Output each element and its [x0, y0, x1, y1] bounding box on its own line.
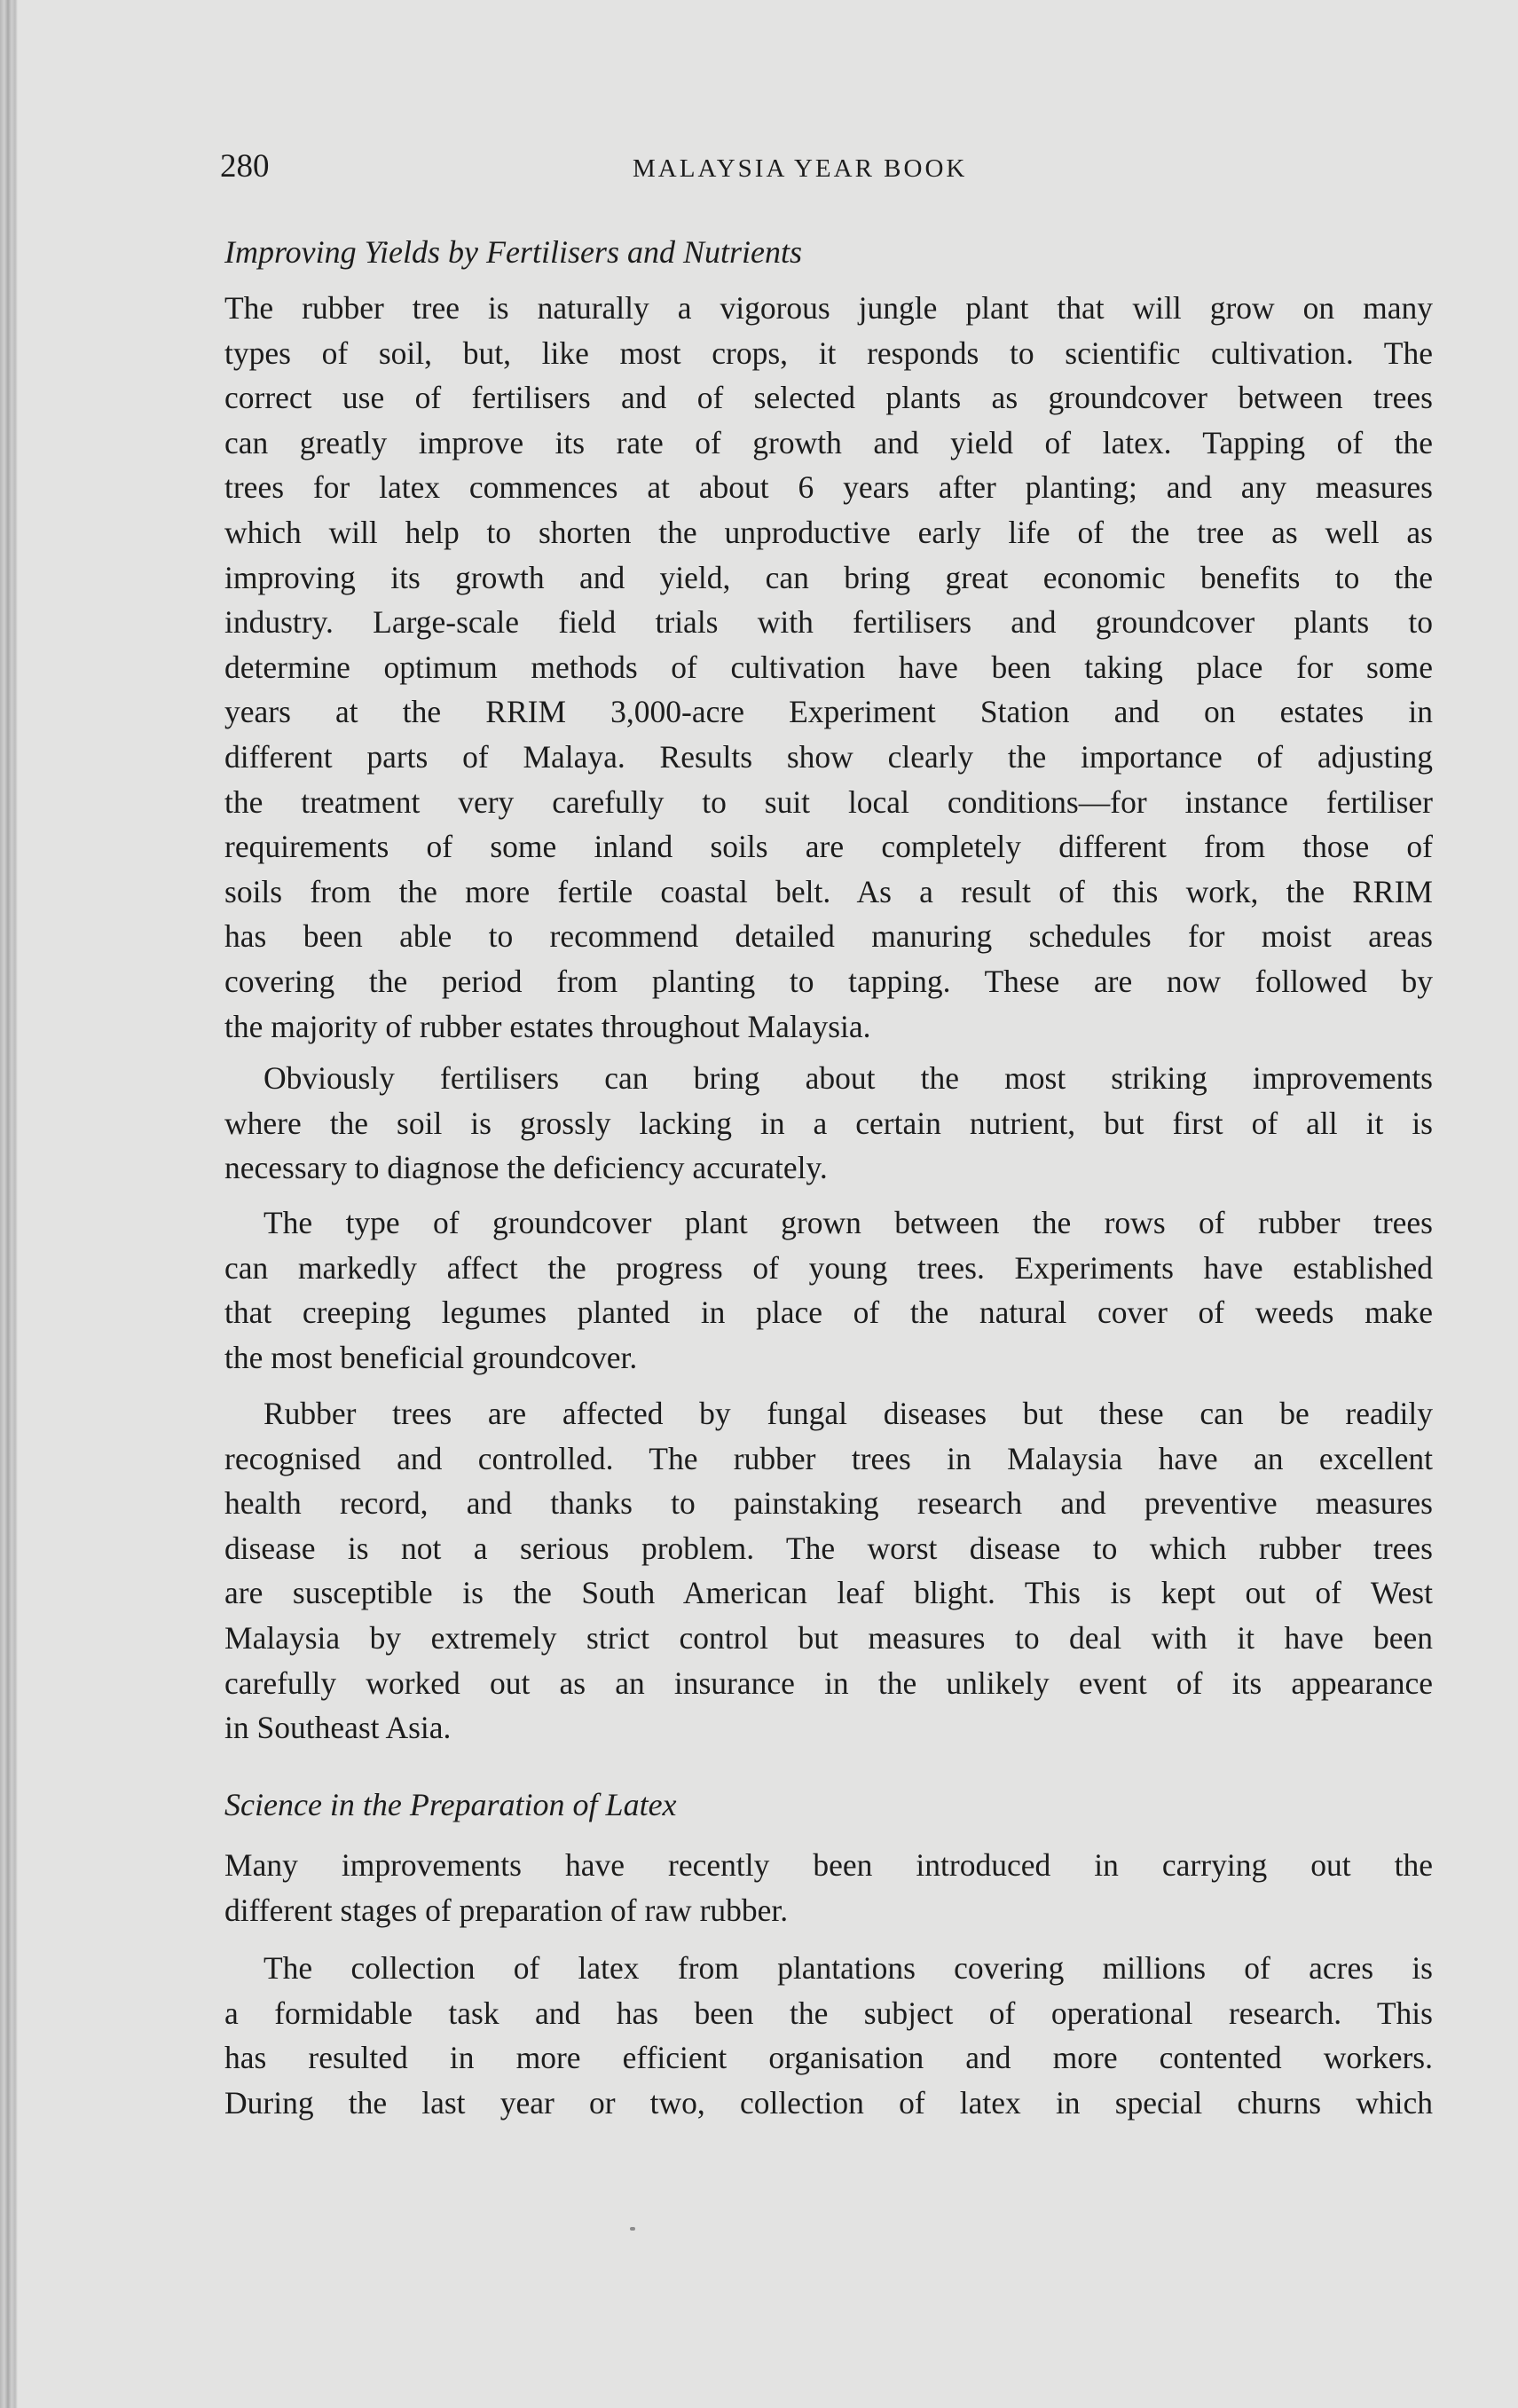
paragraph-fungal-diseases — [224, 1391, 1433, 1751]
text-line: in Southeast Asia. — [224, 1710, 452, 1746]
text-line: that creeping legumes planted in place of the natural cover of weeds make — [224, 1294, 1433, 1331]
text-line: The type of groundcover plant grown between the rows of rubber trees — [263, 1205, 1433, 1240]
section-heading-fertilisers: Improving Yields by Fertilisers and Nutrients — [224, 234, 802, 270]
text-line: requirements of some inland soils are completely different from those of — [224, 829, 1433, 865]
text-line: different parts of Malaya. Results show clearly the importance of adjusting — [224, 738, 1433, 775]
text-line: has resulted in more efficient organisation and more contented workers. — [224, 2040, 1433, 2076]
text-line: can markedly affect the progress of young trees. Experiments have established — [224, 1249, 1433, 1286]
section-heading-latex-preparation: Science in the Preparation of Latex — [224, 1787, 677, 1822]
paper-speck — [630, 2227, 635, 2231]
book-binding-edge — [0, 0, 18, 2408]
text-line: a formidable task and has been the subject of operational research. This — [224, 1995, 1433, 2031]
text-line: the treatment very carefully to suit local conditions—for instance fertiliser — [224, 783, 1433, 820]
text-line: which will help to shorten the unproductive early life of the tree as well as — [224, 514, 1433, 550]
text-line: years at the RRIM 3,000-acre Experiment Station and on estates in — [224, 694, 1433, 730]
text-line: necessary to diagnose the deficiency accurately. — [224, 1150, 828, 1186]
text-line: where the soil is grossly lacking in a certain nutrient, but first of all it is — [224, 1105, 1433, 1141]
text-line: carefully worked out as an insurance in the unlikely event of its appearance — [224, 1664, 1433, 1701]
book-title: MALAYSIA YEAR BOOK — [633, 154, 968, 183]
text-line: health record, and thanks to painstaking research and preventive measures — [224, 1485, 1433, 1522]
text-line: recognised and controlled. The rubber trees in Malaysia have an excellent — [224, 1440, 1433, 1476]
text-line: industry. Large-scale field trials with fertilisers and groundcover plants to — [224, 604, 1433, 641]
text-line: different stages of preparation of raw rubber. — [224, 1892, 789, 1928]
text-line: can greatly improve its rate of growth and yield of latex. Tapping of the — [224, 424, 1433, 460]
text-line: soils from the more fertile coastal belt. As a result of this work, the RRIM — [224, 873, 1433, 909]
text-line: types of soil, but, like most crops, it responds to scientific cultivation. The — [224, 334, 1433, 371]
text-line: has been able to recommend detailed manuring schedules for moist areas — [224, 918, 1433, 955]
text-line: Malaysia by extremely strict control but measures to deal with it have been — [224, 1619, 1433, 1656]
paragraph-groundcover — [224, 1200, 1433, 1380]
text-line: The rubber tree is naturally a vigorous jungle plant that will grow on many — [224, 290, 1433, 326]
text-line: covering the period from planting to tapping. These are now followed by — [224, 963, 1433, 999]
text-line: are susceptible is the South American leaf blight. This is kept out of West — [224, 1575, 1433, 1611]
page-number: 280 — [220, 148, 270, 185]
paragraph-fertiliser-deficiency — [224, 1056, 1433, 1191]
paragraph-latex-collection — [224, 1946, 1433, 2125]
text-line: During the last year or two, collection of latex in special churns which — [224, 2084, 1433, 2121]
running-head — [220, 147, 1433, 186]
text-line: Rubber trees are affected by fungal diseases but these can be readily — [263, 1396, 1433, 1431]
text-line: Obviously fertilisers can bring about the most striking improvements — [263, 1060, 1433, 1096]
text-line: the majority of rubber estates throughout Malaysia. — [224, 1008, 871, 1044]
text-line: disease is not a serious problem. The worst disease to which rubber trees — [224, 1530, 1433, 1566]
paragraph-improvements — [224, 1843, 1433, 1932]
text-line: determine optimum methods of cultivation have been taking place for some — [224, 649, 1433, 685]
paragraph-rubber-tree-intro — [224, 286, 1433, 1049]
text-line: correct use of fertilisers and of selected plants as groundcover between trees — [224, 380, 1433, 416]
text-line: trees for latex commences at about 6 years after planting; and any measures — [224, 469, 1433, 506]
text-line: the most beneficial groundcover. — [224, 1339, 638, 1375]
text-line: The collection of latex from plantations covering millions of acres is — [263, 1950, 1433, 1986]
text-line: improving its growth and yield, can bring great economic benefits to the — [224, 559, 1433, 595]
text-line: Many improvements have recently been introduced in carrying out the — [224, 1847, 1433, 1883]
